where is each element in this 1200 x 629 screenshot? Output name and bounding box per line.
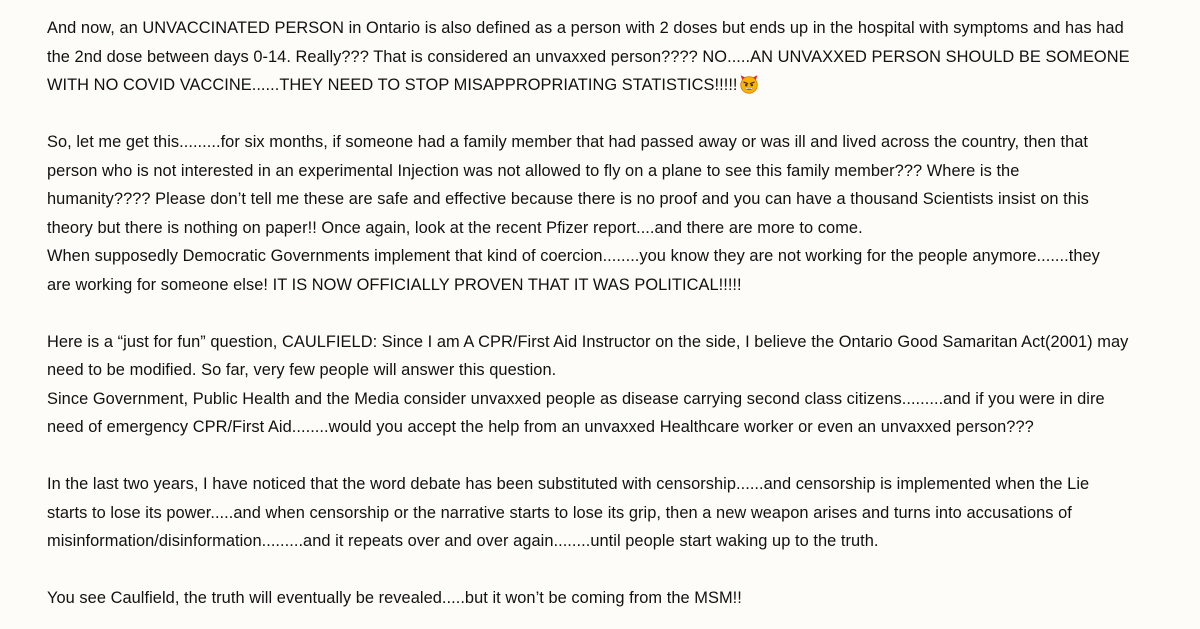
angry-devil-emoji-icon (739, 74, 759, 94)
text-line: In the last two years, I have noticed that the word debate has been substituted with censorship......and censorship is implemented when the Lie (47, 475, 1090, 493)
paragraph-closing (47, 584, 1176, 613)
text-line: humanity???? Please don’t tell me these are safe and effective because there is no proof and you can have a thousand Scientists insist on this (47, 190, 1089, 208)
text-line: need of emergency CPR/First Aid........would you accept the help from an unvaxxed Healthcare worker or even an unvaxxed person??? (47, 418, 1034, 436)
text-line: person who is not interested in an experimental Injection was not allowed to fly on a plane to see this family member??? Where is the (47, 161, 1020, 180)
paragraph-unvaccinated-definition (47, 14, 1176, 100)
text-line: So, let me get this.........for six months, if someone had a family member that had passed away or was ill and lived across the country, then that (47, 133, 1089, 151)
paragraph-travel-restrictions (47, 128, 1176, 299)
text-line: And now, an UNVACCINATED PERSON in Ontario is also defined as a person with 2 doses but ends up in the hospital with symptoms and has had (47, 19, 1124, 37)
text-line: need to be modified. So far, very few people will answer this question. (47, 361, 557, 379)
text-line: When supposedly Democratic Governments implement that kind of coercion........you know they are not working for the people anymore.......they (47, 247, 1100, 265)
text-line: Here is a “just for fun” question, CAULFIELD: Since I am A CPR/First Aid Instructor on the side, I believe the Ontario Good Samaritan Act(2001) may (47, 332, 1129, 351)
paragraph-cpr-question (47, 328, 1176, 442)
paragraph-spacer (47, 556, 1176, 585)
paragraph-censorship (47, 470, 1176, 556)
text-line: the 2nd dose between days 0-14. Really??? That is considered an unvaxxed person???? NO.....AN UNVAXXED PERSON SHOULD BE SOMEONE (47, 47, 1130, 66)
paragraph-spacer (47, 299, 1176, 328)
paragraph-spacer (47, 100, 1176, 129)
paragraph-spacer (47, 442, 1176, 471)
text-line: theory but there is nothing on paper!! Once again, look at the recent Pfizer report....and there are more to come. (47, 218, 863, 237)
text-line: Since Government, Public Health and the Media consider unvaxxed people as disease carrying second class citizens.........and if you were in dire (47, 389, 1105, 408)
text-line: You see Caulfield, the truth will eventually be revealed.....but it won’t be coming from the MSM!! (47, 589, 742, 607)
text-line: starts to lose its power.....and when censorship or the narrative starts to lose its grip, then a new weapon arises and turns into accusations of (47, 503, 1072, 522)
text-line: WITH NO COVID VACCINE......THEY NEED TO STOP MISAPPROPRIATING STATISTICS!!!!! (47, 76, 738, 94)
text-line: are working for someone else! IT IS NOW OFFICIALLY PROVEN THAT IT WAS POLITICAL!!!!! (47, 275, 742, 294)
text-line: misinformation/disinformation.........and it repeats over and over again........until people start waking up to the truth. (47, 532, 879, 550)
